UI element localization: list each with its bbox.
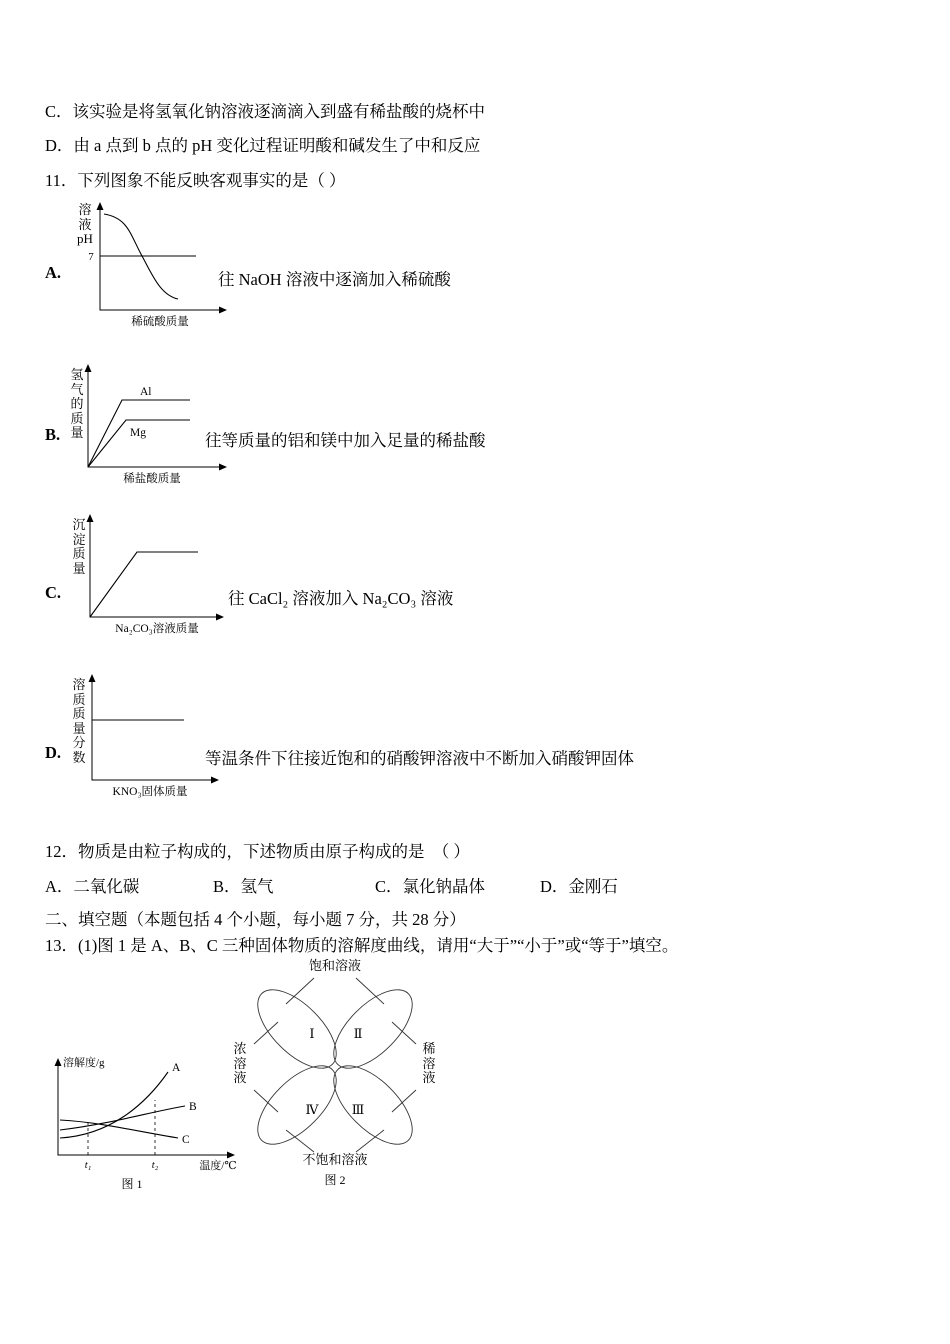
q12-option-c: C．氯化钠晶体 <box>375 877 486 896</box>
graph-d-letter: D. <box>45 743 62 762</box>
graph-a-xarrow-icon <box>219 307 227 314</box>
graph-b-desc: 往等质量的铝和镁中加入足量的稀盐酸 <box>205 431 486 450</box>
graph-c-letter: C. <box>45 583 62 602</box>
graph-c-desc: 往 CaCl₂ 溶液加入 Na₂CO₃ 溶液 <box>228 589 454 608</box>
graph-a-desc: 往 NaOH 溶液中逐滴加入稀硫酸 <box>218 270 451 289</box>
graph-b-xlabel: 稀盐酸质量 <box>123 473 181 485</box>
graph-c-xarrow-icon <box>216 614 224 621</box>
fig2-region-1: Ⅰ <box>309 1026 315 1041</box>
q12-option-b: B．氢气 <box>213 877 274 896</box>
graph-b-al-label: Al <box>140 386 152 398</box>
fig1-axes <box>58 1064 228 1155</box>
fig1-yarrow-icon <box>55 1058 62 1066</box>
graph-c-xlabel: Na₂CO₃溶液质量 <box>115 623 199 635</box>
fig2-svg <box>228 952 443 1192</box>
question-11: 11．下列图象不能反映客观事实的是（ ） <box>45 171 346 190</box>
graph-b-mg-label: Mg <box>130 427 146 439</box>
option-c-line: C．该实验是将氢氧化钠溶液逐滴滴入到盛有稀盐酸的烧杯中 <box>45 102 486 121</box>
graph-c-axes <box>90 520 217 617</box>
graph-a-yarrow-icon <box>97 202 104 210</box>
fig2-region-4: Ⅳ <box>305 1102 319 1117</box>
fig2-leader-left-up <box>254 1022 278 1044</box>
graph-b-ylabel: 氢气的质量 <box>70 367 84 441</box>
fig2-label-unsaturated: 不饱和溶液 <box>302 1152 368 1167</box>
fig1-label-c: C <box>182 1134 190 1146</box>
fig2-leader-left-down <box>254 1090 278 1112</box>
question-13: 13．(1)图 1 是 A、B、C 三种固体物质的溶解度曲线，请用“大于”“小于”或“等于”填空。 <box>45 936 679 955</box>
graph-d-desc: 等温条件下往接近饱和的硝酸钾溶液中不断加入硝酸钾固体 <box>205 749 634 768</box>
fig1-svg <box>40 1050 245 1192</box>
graph-d-xlabel: KNO₃固体质量 <box>112 786 188 798</box>
section-2-header: 二、填空题（本题包括 4 个小题，每小题 7 分，共 28 分） <box>45 910 466 929</box>
fig1-xlabel: 温度/℃ <box>199 1160 237 1172</box>
fig2-leader-right-down <box>392 1090 416 1112</box>
graph-d-ylabel: 溶质质量分数 <box>72 677 86 765</box>
fig2-leader-right-up <box>392 1022 416 1044</box>
graph-d-xarrow-icon <box>211 777 219 784</box>
graph-d-axes <box>92 680 212 780</box>
fig2-region-2: Ⅱ <box>353 1026 363 1041</box>
graph-a-ylabel: 溶液pH <box>77 202 93 247</box>
q12-option-a: A．二氧化碳 <box>45 877 140 896</box>
fig1-label-b: B <box>189 1101 197 1113</box>
fig2-region-3: Ⅲ <box>351 1102 365 1117</box>
fig1-tick-t1: t₁ <box>84 1160 92 1171</box>
fig1-label-a: A <box>172 1062 181 1074</box>
option-d-line: D．由 a 点到 b 点的 pH 变化过程证明酸和碱发生了中和反应 <box>45 136 481 155</box>
q12-option-d: D．金刚石 <box>540 877 618 896</box>
graph-d-yarrow-icon <box>89 674 96 682</box>
graph-a-ytick: 7 <box>88 251 94 263</box>
graph-b-axes <box>88 370 220 467</box>
graph-c-ylabel: 沉淀质量 <box>72 517 86 576</box>
fig2-label-dilute: 稀溶液 <box>422 1041 436 1086</box>
fig2-petal-bottomleft <box>245 1053 350 1158</box>
fig1-tick-t2: t₂ <box>151 1160 159 1171</box>
graph-c-curve <box>90 552 198 617</box>
graph-a-svg <box>70 198 235 330</box>
graph-b-svg <box>60 362 235 490</box>
fig2-label-concentrated: 浓溶液 <box>233 1041 247 1086</box>
graph-a-axes <box>100 208 220 310</box>
graph-b-xarrow-icon <box>219 464 227 471</box>
fig2-caption: 图 2 <box>324 1173 346 1187</box>
fig2-petal-topright <box>321 977 426 1082</box>
fig1-caption: 图 1 <box>121 1177 143 1191</box>
fig1-ylabel: 溶解度/g <box>63 1057 105 1069</box>
graph-a-letter: A. <box>45 263 62 282</box>
fig2-label-saturated: 饱和溶液 <box>308 958 362 973</box>
graph-a-xlabel: 稀硫酸质量 <box>131 316 189 328</box>
fig2-petal-bottomright <box>321 1053 426 1158</box>
graph-b-letter: B. <box>45 425 61 444</box>
fig2-petal-topleft <box>245 977 350 1082</box>
question-12: 12．物质是由粒子构成的，下述物质由原子构成的是 （ ） <box>45 842 470 861</box>
